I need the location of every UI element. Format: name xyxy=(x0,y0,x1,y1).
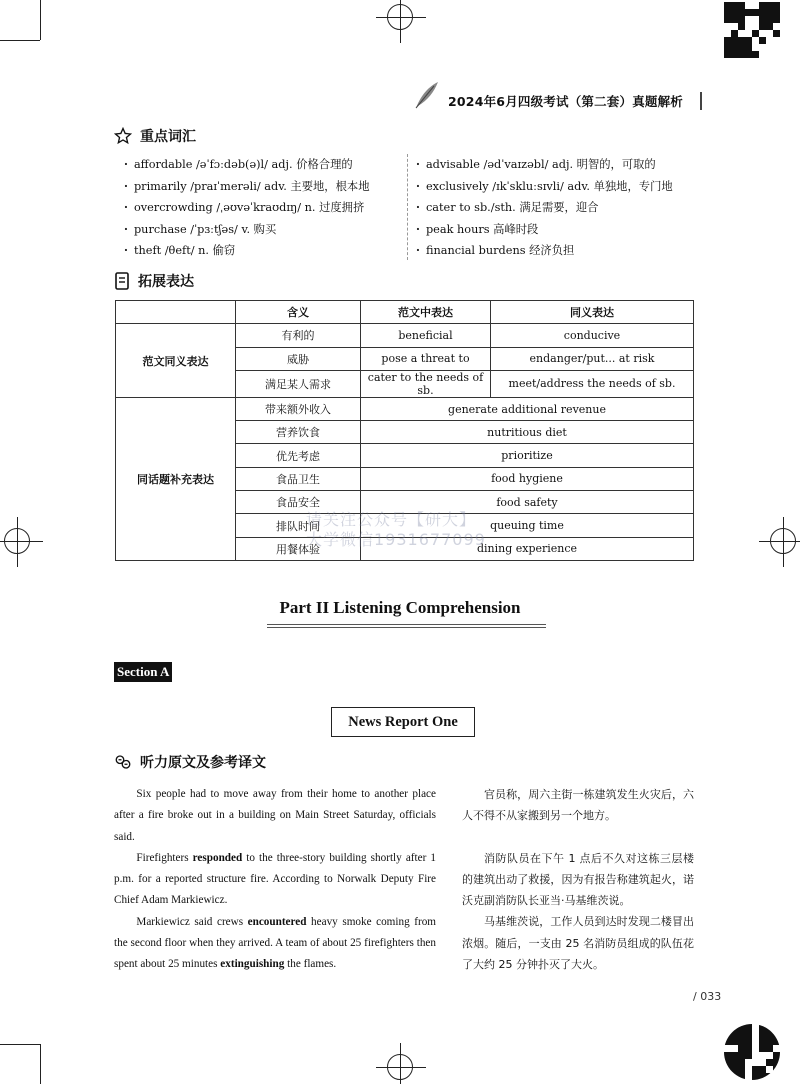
synonym-cell: endanger/put... at risk xyxy=(491,347,694,370)
crop-mark xyxy=(40,0,41,40)
translation-paragraph: 马基维茨说，工作人员到达时发现二楼冒出浓烟。随后，一支由 25 名消防员组成的队伍花了大约 25 分钟扑灭了大火。 xyxy=(462,915,694,972)
meaning-cell: 排队时间 xyxy=(236,514,361,537)
vocab-item: · cater to sb./sth. 满足需要，迎合 xyxy=(416,197,673,219)
meaning-cell: 满足某人需求 xyxy=(236,370,361,397)
synonym-cell: conducive xyxy=(491,324,694,347)
crop-mark xyxy=(0,1044,40,1045)
synonym-cell: meet/address the needs of sb. xyxy=(491,370,694,397)
vocab-item: · peak hours 高峰时段 xyxy=(416,219,673,241)
qr-code-top xyxy=(724,2,780,58)
keyword: encountered xyxy=(247,915,307,928)
notebook-icon xyxy=(114,272,130,290)
meaning-cell: 用餐体验 xyxy=(236,537,361,560)
column-header: 范文中表达 xyxy=(361,301,491,324)
vocab-divider xyxy=(407,154,408,260)
transcript-paragraph: Markiewicz said crews encountered heavy smoke coming from the second floor when they arrived. A team of about 25 firefighters then spent about 25 minutes extinguishing the flames. xyxy=(114,915,436,971)
meaning-cell: 威胁 xyxy=(236,347,361,370)
page-number: / 033 xyxy=(693,990,722,1003)
listening-heading xyxy=(114,752,266,772)
table-corner-cell xyxy=(116,301,236,324)
chinese-translation xyxy=(462,784,694,975)
listening-heading-label: 听力原文及参考译文 xyxy=(140,755,266,771)
table-row xyxy=(116,324,694,347)
header-title: 2024年6月四级考试（第二套）真题解析 xyxy=(448,94,683,109)
section-label: Section A xyxy=(114,662,172,682)
watermark: 请关注公众号【研大】 大学微信1931677099 xyxy=(306,510,486,549)
registration-mark xyxy=(387,1054,413,1080)
vocab-item: · exclusively /ɪkˈskluːsɪvli/ adv. 单独地，专门地 xyxy=(416,176,673,198)
expr-heading-label: 拓展表达 xyxy=(138,274,194,290)
expression-cell: prioritize xyxy=(361,444,694,467)
vocab-list-right xyxy=(416,154,673,262)
vocab-item: · purchase /ˈpɜːtʃəs/ v. 购买 xyxy=(124,219,370,241)
expression-cell: food hygiene xyxy=(361,467,694,490)
column-header: 同义表达 xyxy=(491,301,694,324)
original-expression-cell: pose a threat to xyxy=(361,347,491,370)
crop-mark xyxy=(0,40,40,41)
vocab-item: · financial burdens 经济负担 xyxy=(416,240,673,262)
keyword: responded xyxy=(192,851,243,864)
part-title: Part II Listening Comprehension xyxy=(279,598,521,617)
keyword: extinguishing xyxy=(220,958,285,971)
table-header-row xyxy=(116,301,694,324)
expression-cell: food safety xyxy=(361,491,694,514)
expression-cell: queuing time xyxy=(361,514,694,537)
feather-icon xyxy=(412,80,440,110)
meaning-cell: 优先考虑 xyxy=(236,444,361,467)
translation-paragraph: 官员称，周六主街一栋建筑发生火灾后，六人不得不从家搬到另一个地方。 xyxy=(462,788,694,823)
part-title-rule xyxy=(267,624,546,628)
page-header xyxy=(412,84,702,114)
registration-mark xyxy=(4,528,30,554)
vocab-item: · theft /θeft/ n. 偷窃 xyxy=(124,240,370,262)
header-bar xyxy=(700,92,702,110)
original-expression-cell: beneficial xyxy=(361,324,491,347)
transcript-paragraph: Six people had to move away from their home to another place after a fire broke out in a building on Main Street Saturday, officials said. xyxy=(114,788,436,843)
vocab-item: · primarily /praɪˈmerəli/ adv. 主要地，根本地 xyxy=(124,176,370,198)
star-icon xyxy=(114,127,132,145)
group-label: 范文同义表达 xyxy=(116,324,236,398)
meaning-cell: 带来额外收入 xyxy=(236,397,361,420)
column-header: 含义 xyxy=(236,301,361,324)
qr-code-bottom xyxy=(724,1024,780,1080)
translation-paragraph: 消防队员在下午 1 点后不久对这栋三层楼的建筑出动了救援，因为有报告称建筑起火，诺沃克副消防队长亚当·马基维茨说。 xyxy=(462,851,694,908)
vocab-list-left xyxy=(124,154,370,262)
registration-mark xyxy=(770,528,796,554)
meaning-cell: 食品安全 xyxy=(236,491,361,514)
expression-cell: generate additional revenue xyxy=(361,397,694,420)
news-report-title: News Report One xyxy=(331,707,475,737)
original-expression-cell: cater to the needs of sb. xyxy=(361,370,491,397)
vocab-item: · overcrowding /ˌəʊvəˈkraʊdɪŋ/ n. 过度拥挤 xyxy=(124,197,370,219)
table-row xyxy=(116,397,694,420)
group-label: 同话题补充表达 xyxy=(116,397,236,560)
expression-cell: nutritious diet xyxy=(361,421,694,444)
meaning-cell: 食品卫生 xyxy=(236,467,361,490)
vocab-heading-label: 重点词汇 xyxy=(140,129,196,145)
expr-heading xyxy=(114,271,194,291)
crop-mark xyxy=(40,1044,41,1084)
vocab-heading xyxy=(114,126,196,146)
meaning-cell: 有利的 xyxy=(236,324,361,347)
expression-cell: dining experience xyxy=(361,537,694,560)
english-transcript xyxy=(114,784,436,976)
headphones-icon xyxy=(114,753,132,771)
registration-mark xyxy=(387,4,413,30)
vocab-item: · affordable /əˈfɔːdəb(ə)l/ adj. 价格合理的 xyxy=(124,154,370,176)
vocab-item: · advisable /ədˈvaɪzəbl/ adj. 明智的，可取的 xyxy=(416,154,673,176)
transcript-paragraph: Firefighters responded to the three-story building shortly after 1 p.m. for a reported structure fire. According to Norwalk Deputy Fire Chief Adam Markiewicz. xyxy=(114,851,436,907)
meaning-cell: 营养饮食 xyxy=(236,421,361,444)
